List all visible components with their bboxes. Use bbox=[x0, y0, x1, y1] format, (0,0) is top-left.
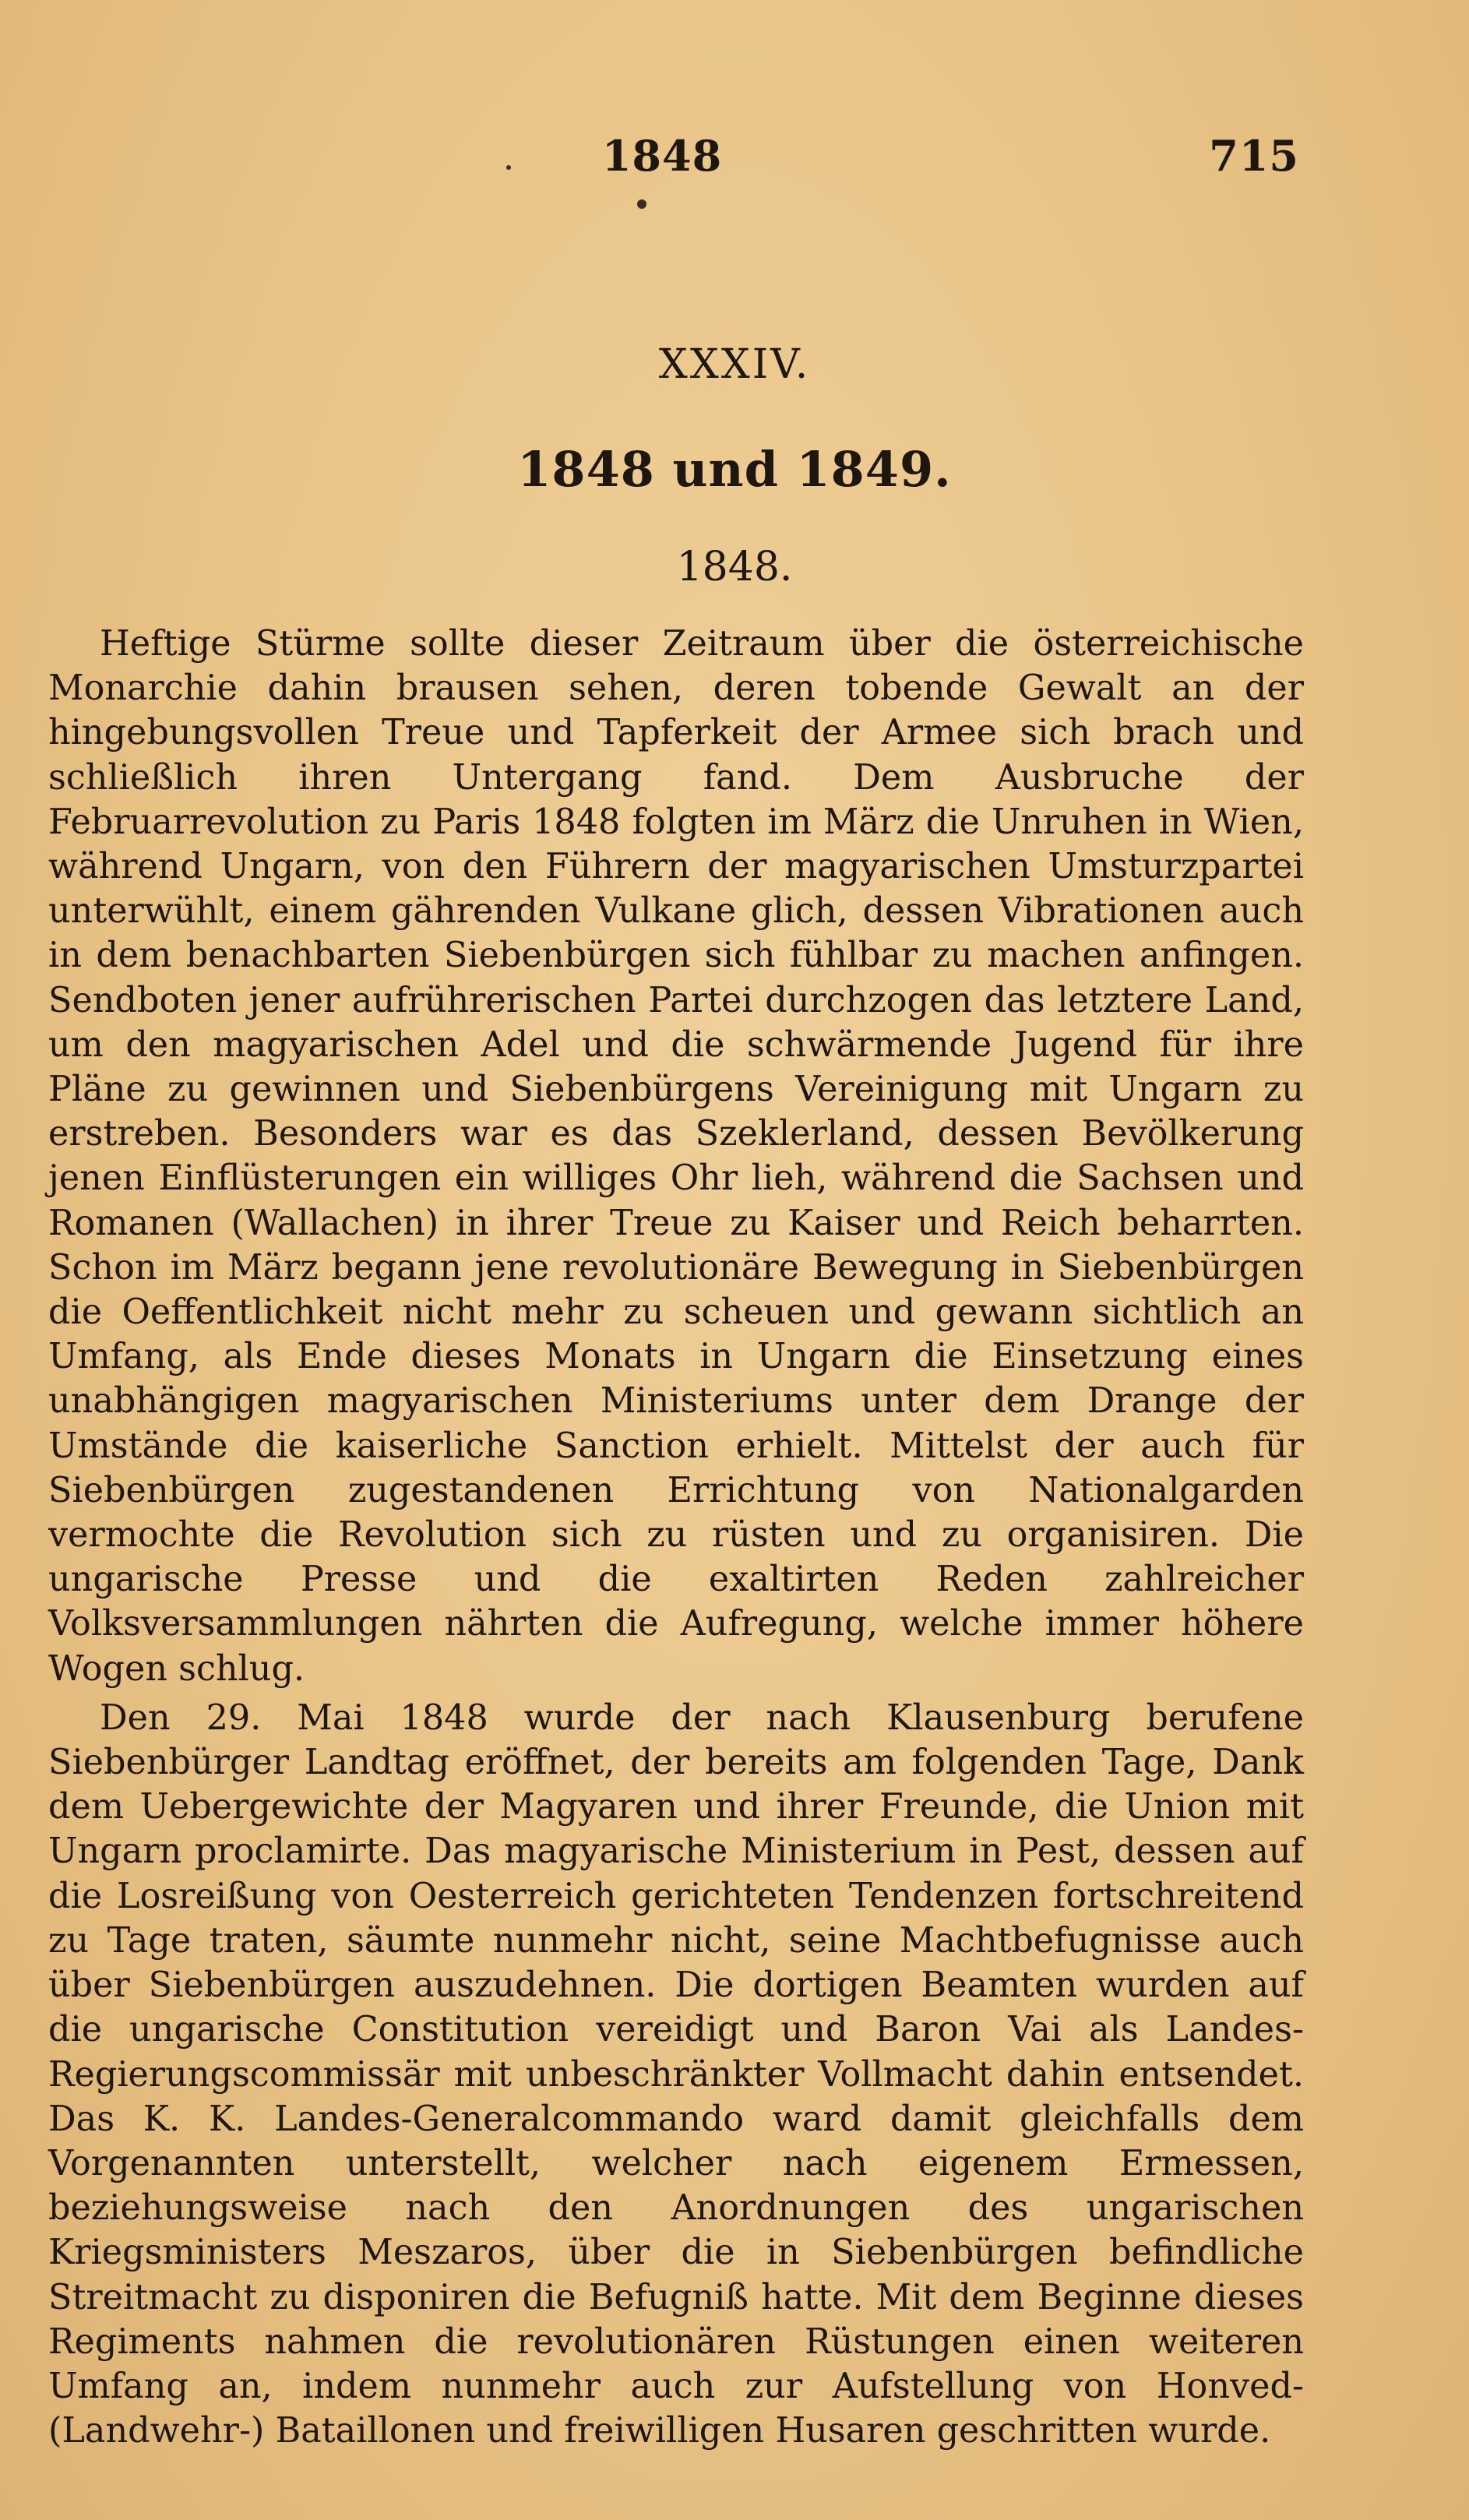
paragraph: Den 29. Mai 1848 wurde der nach Klausenburg berufene Siebenbürger Landtag eröffnet, der bereits am folgenden Tage, Dank dem Uebergewichte der Magyaren und ihrer Freunde, die Union mit Ungarn proclamirte. Das magyarische Ministerium in Pest, dessen auf die Losreißung von Oesterreich gerichteten Tendenzen fortschreitend zu Tage traten, säumte nunmehr nicht, seine Machtbefugnisse auch über Siebenbürgen auszudehnen. Die dortigen Beamten wurden auf die ungarische Constitution vereidigt und Baron Vai als Landes-Regierungscommissär mit unbeschränkter Vollmacht dahin entsendet. Das K. K. Landes-Generalcommando ward damit gleichfalls dem Vorgenannten unterstellt, welcher nach eigenem Ermessen, beziehungsweise nach den Anordnungen des ungarischen Kriegsministers Meszaros, über die in Siebenbürgen befindliche Streitmacht zu disponiren die Befugniß hatte. Mit dem Beginne dieses Regiments nahmen die revolutionären Rüstungen einen weiteren Umfang an, indem nunmehr auch zur Aufstellung von Honved-(Landwehr-) Bataillonen und freiwilligen Husaren geschritten wurde. bbox=[48, 1697, 1304, 2451]
chapter-title: 1848 und 1849. bbox=[517, 441, 952, 498]
page-number: 715 bbox=[1209, 131, 1299, 181]
running-header-year: 1848 bbox=[601, 131, 723, 181]
chapter-number: XXXIV. bbox=[658, 341, 811, 388]
print-speck bbox=[637, 199, 646, 209]
print-speck bbox=[506, 165, 511, 170]
section-heading: 1848. bbox=[676, 544, 793, 590]
body-text bbox=[48, 622, 1304, 2453]
paragraph: Heftige Stürme sollte dieser Zeitraum über die österreichische Monarchie dahin brausen sehen, deren tobende Gewalt an der hingebungsvollen Treue und Tapferkeit der Armee sich brach und schließlich ihren Untergang fand. Dem Ausbruche der Februarrevolution zu Paris 1848 folgten im März die Unruhen in Wien, während Ungarn, von den Führern der magyarischen Umsturzpartei unterwühlt, einem gährenden Vulkane glich, dessen Vibrationen auch in dem benachbarten Siebenbürgen sich fühlbar zu machen anfingen. Sendboten jener aufrührerischen Partei durchzogen das letztere Land, um den magyarischen Adel und die schwärmende Jugend für ihre Pläne zu gewinnen und Siebenbürgens Vereinigung mit Ungarn zu erstreben. Besonders war es das Szeklerland, dessen Bevölkerung jenen Einflüsterungen ein williges Ohr lieh, während die Sachsen und Romanen (Wallachen) in ihrer Treue zu Kaiser und Reich beharrten. Schon im März begann jene revolutionäre Bewegung in Siebenbürgen die Oeffentlichkeit nicht mehr zu scheuen und gewann sichtlich an Umfang, als Ende dieses Monats in Ungarn die Einsetzung eines unabhängigen magyarischen Ministeriums unter dem Drange der Umstände die kaiserliche Sanction erhielt. Mittelst der auch für Siebenbürgen zugestandenen Errichtung von Nationalgarden vermochte die Revolution sich zu rüsten und zu organisiren. Die ungarische Presse und die exaltirten Reden zahlreicher Volksversammlungen nährten die Aufregung, welche immer höhere Wogen schlug. bbox=[48, 624, 1304, 1689]
